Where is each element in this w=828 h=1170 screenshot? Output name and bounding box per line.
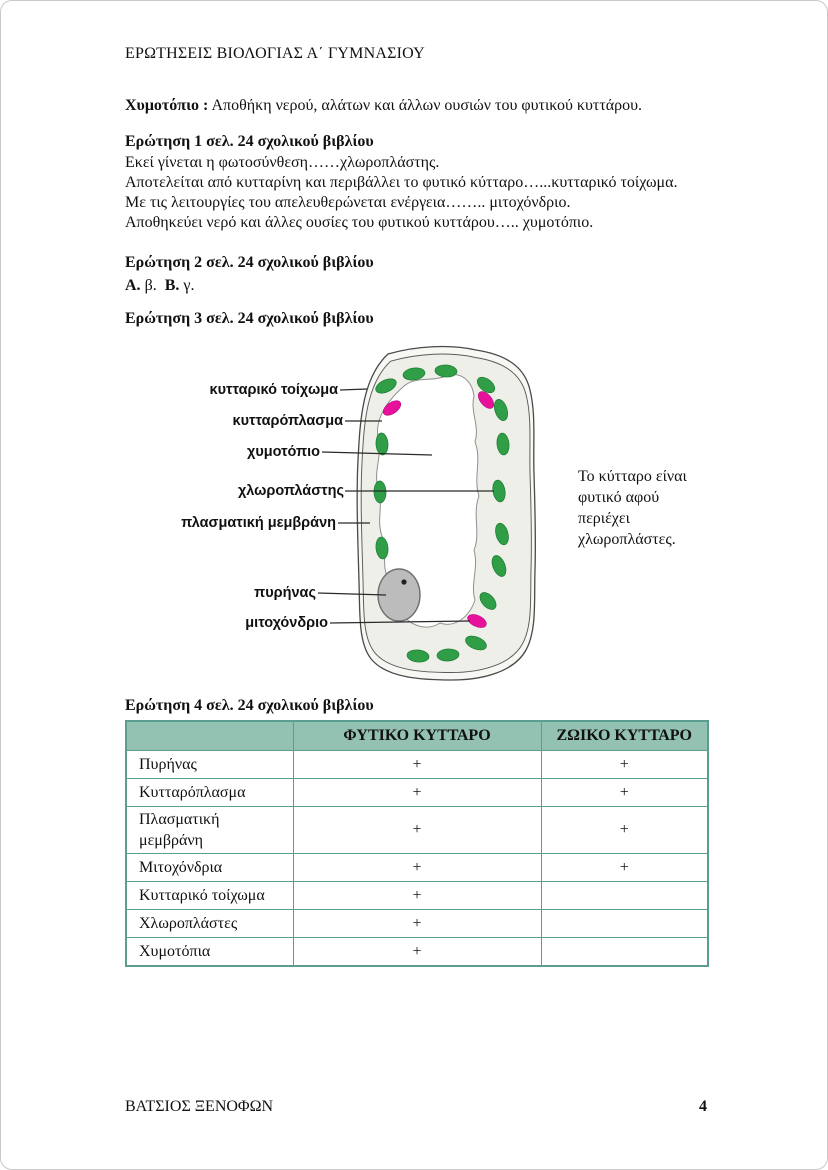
table-row (126, 854, 708, 882)
diagram-label-cell-wall: κυτταρικό τοίχωμα (209, 382, 338, 398)
question1-line: Αποθηκεύει νερό και άλλες ουσίες του φυτικού κυττάρου….. χυμοτόπιο. (125, 214, 594, 231)
plant-cell-value: + (293, 807, 541, 854)
table-header-row (126, 721, 708, 751)
question1-body (125, 153, 765, 233)
plant-cell-value: + (293, 779, 541, 807)
diagram-label-plasma-membrane: πλασματική μεμβράνη (181, 515, 336, 531)
diagram-label-mitochondrion: μιτοχόνδριο (245, 615, 328, 631)
question1-line: Με τις λειτουργίες του απελευθερώνεται ενέργεια…….. μιτοχόνδριο. (125, 194, 571, 211)
animal-cell-value: + (541, 751, 708, 779)
question1-heading: Ερώτηση 1 σελ. 24 σχολικού βιβλίου (125, 133, 374, 150)
connector-line-cell-wall (340, 389, 367, 390)
nucleolus-dot (401, 579, 406, 584)
table-header-plant: ΦΥΤΙΚΟ ΚΥΤΤΑΡΟ (293, 721, 541, 751)
row-label: Χυμοτόπια (139, 943, 211, 960)
table-row (126, 807, 708, 854)
plant-cell-value: + (293, 910, 541, 938)
plant-cell-value: + (293, 751, 541, 779)
diagram-label-vacuole: χυμοτόπιο (246, 444, 320, 460)
question3-heading: Ερώτηση 3 σελ. 24 σχολικού βιβλίου (125, 310, 374, 327)
diagram-label-cytoplasm: κυτταρόπλασμα (232, 413, 343, 429)
answer-a-label: Α. (125, 277, 141, 294)
question2-answer (125, 276, 194, 296)
question1-line: Αποτελείται από κυτταρίνη και περιβάλλει το φυτικό κύτταρο…...κυτταρικό τοίχωμα. (125, 174, 678, 191)
table-row (126, 910, 708, 938)
comparison-table (125, 720, 709, 967)
row-label: Μιτοχόνδρια (139, 859, 223, 876)
diagram-side-note: Το κύτταρο είναι φυτικό αφού περιέχει χλωροπλάστες. (578, 468, 687, 548)
table-row (126, 779, 708, 807)
row-label: Πυρήνας (139, 756, 197, 773)
answer-b-label: Β. (164, 277, 180, 294)
diagram-label-nucleus: πυρήνας (254, 585, 316, 601)
answer-a-value: β. (144, 277, 157, 294)
page-footer (125, 1098, 707, 1116)
row-label: Πλασματική μεμβράνη (139, 811, 220, 849)
table-header-animal: ΖΩΙΚΟ ΚΥΤΤΑΡΟ (541, 721, 708, 751)
plant-cell-value: + (293, 854, 541, 882)
table-row (126, 938, 708, 967)
definition-term: Χυμοτόπιο : (125, 97, 209, 114)
footer-author: ΒΑΤΣΙΟΣ ΞΕΝΟΦΩΝ (125, 1098, 274, 1115)
table-row (126, 751, 708, 779)
plant-cell-value: + (293, 938, 541, 967)
animal-cell-value (541, 882, 708, 910)
animal-cell-value (541, 938, 708, 967)
question4-heading: Ερώτηση 4 σελ. 24 σχολικού βιβλίου (125, 697, 374, 714)
animal-cell-value (541, 910, 708, 938)
question1-line: Εκεί γίνεται η φωτοσύνθεση……χλωροπλάστης. (125, 154, 440, 171)
row-label: Κυτταρικό τοίχωμα (139, 887, 265, 904)
animal-cell-value: + (541, 807, 708, 854)
table-row (126, 882, 708, 910)
animal-cell-value: + (541, 779, 708, 807)
question2-heading: Ερώτηση 2 σελ. 24 σχολικού βιβλίου (125, 254, 374, 271)
diagram-label-chloroplast: χλωροπλάστης (237, 483, 344, 499)
plant-cell-value: + (293, 882, 541, 910)
animal-cell-value: + (541, 854, 708, 882)
row-label: Κυτταρόπλασμα (139, 784, 246, 801)
row-label: Χλωροπλάστες (139, 915, 238, 932)
footer-page-number: 4 (699, 1098, 707, 1115)
page-title: ΕΡΩΤΗΣΕΙΣ ΒΙΟΛΟΓΙΑΣ Α΄ ΓΥΜΝΑΣΙΟΥ (125, 45, 425, 62)
answer-b-value: γ. (183, 277, 195, 294)
table-header-empty (126, 721, 293, 751)
definition-text: Αποθήκη νερού, αλάτων και άλλων ουσιών του φυτικού κυττάρου. (208, 97, 643, 114)
definition-paragraph (125, 96, 745, 116)
